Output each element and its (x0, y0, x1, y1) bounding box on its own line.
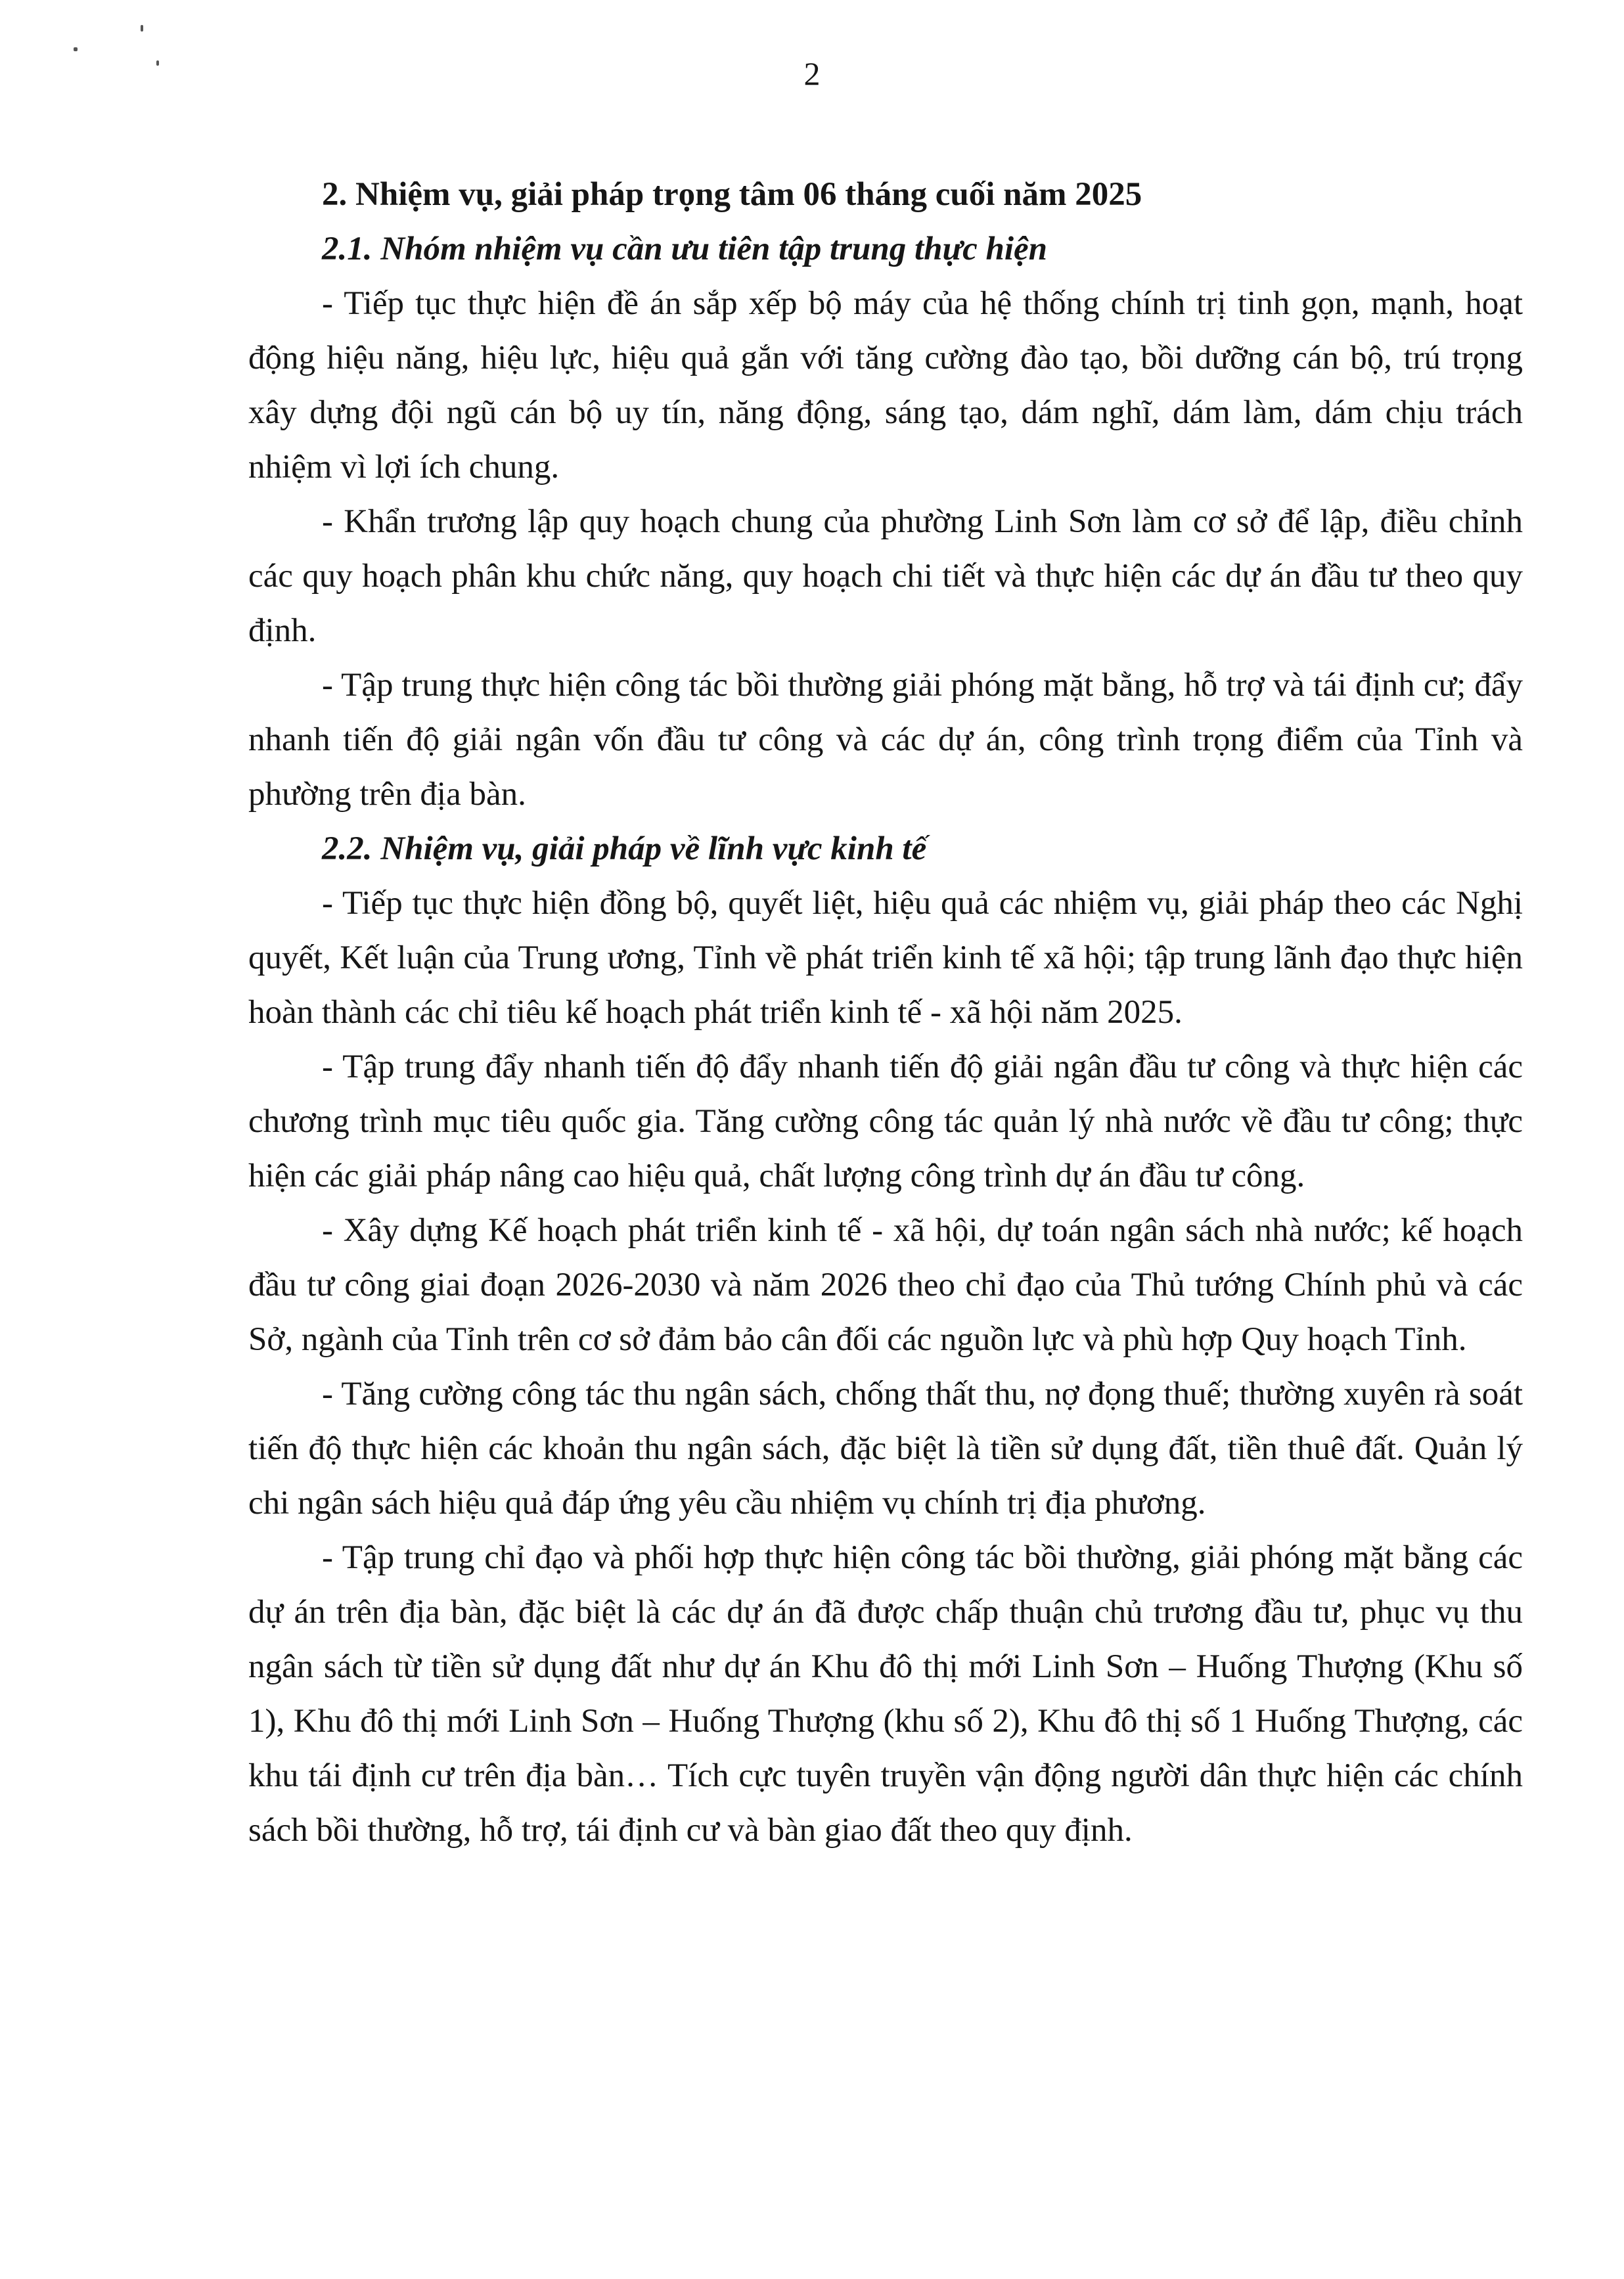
paragraph: - Tăng cường công tác thu ngân sách, chống thất thu, nợ đọng thuế; thường xuyên rà soát tiến độ thực hiện các khoản thu ngân sách, đặc biệt là tiền sử dụng đất, tiền thuê đất. Quản lý chi ngân sách hiệu quả đáp ứng yêu cầu nhiệm vụ chính trị địa phương. (248, 1376, 1523, 1522)
scan-speck (141, 25, 143, 32)
document-body (248, 168, 1523, 1858)
section-heading: 2. Nhiệm vụ, giải pháp trọng tâm 06 tháng cuối năm 2025 (322, 176, 1142, 213)
paragraph: - Khẩn trương lập quy hoạch chung của phường Linh Sơn làm cơ sở để lập, điều chỉnh các quy hoạch phân khu chức năng, quy hoạch chi tiết và thực hiện các dự án đầu tư theo quy định. (248, 503, 1523, 649)
subsection-title: 2.2. Nhiệm vụ, giải pháp về lĩnh vực kinh tế (322, 830, 927, 867)
subsection-title: 2.1. Nhóm nhiệm vụ cần ưu tiên tập trung thực hiện (322, 231, 1047, 267)
paragraph: - Tiếp tục thực hiện đồng bộ, quyết liệt, hiệu quả các nhiệm vụ, giải pháp theo các Nghị quyết, Kết luận của Trung ương, Tỉnh về phát triển kinh tế xã hội; tập trung lãnh đạo thực hiện hoàn thành các chỉ tiêu kế hoạch phát triển kinh tế - xã hội năm 2025. (248, 885, 1523, 1031)
scan-speck (74, 47, 78, 51)
paragraph: - Tập trung thực hiện công tác bồi thường giải phóng mặt bằng, hỗ trợ và tái định cư; đẩy nhanh tiến độ giải ngân vốn đầu tư công và các dự án, công trình trọng điểm của Tỉnh và phường trên địa bàn. (248, 667, 1523, 813)
paragraph: - Xây dựng Kế hoạch phát triển kinh tế - xã hội, dự toán ngân sách nhà nước; kế hoạch đầu tư công giai đoạn 2026-2030 và năm 2026 theo chỉ đạo của Thủ tướng Chính phủ và các Sở, ngành của Tỉnh trên cơ sở đảm bảo cân đối các nguồn lực và phù hợp Quy hoạch Tỉnh. (248, 1212, 1523, 1358)
page-number: 2 (803, 55, 821, 92)
paragraph: - Tập trung đẩy nhanh tiến độ đẩy nhanh tiến độ giải ngân đầu tư công và thực hiện các chương trình mục tiêu quốc gia. Tăng cường công tác quản lý nhà nước về đầu tư công; thực hiện các giải pháp nâng cao hiệu quả, chất lượng công trình dự án đầu tư công. (248, 1049, 1523, 1194)
paragraph: - Tiếp tục thực hiện đề án sắp xếp bộ máy của hệ thống chính trị tinh gọn, mạnh, hoạt động hiệu năng, hiệu lực, hiệu quả gắn với tăng cường đào tạo, bồi dưỡng cán bộ, trú trọng xây dựng đội ngũ cán bộ uy tín, năng động, sáng tạo, dám nghĩ, dám làm, dám chịu trách nhiệm vì lợi ích chung. (248, 285, 1523, 485)
paragraph: - Tập trung chỉ đạo và phối hợp thực hiện công tác bồi thường, giải phóng mặt bằng các dự án trên địa bàn, đặc biệt là các dự án đã được chấp thuận chủ trương đầu tư, phục vụ thu ngân sách từ tiền sử dụng đất như dự án Khu đô thị mới Linh Sơn – Huống Thượng (Khu số 1), Khu đô thị mới Linh Sơn – Huống Thượng (khu số 2), Khu đô thị số 1 Huống Thượng, các khu tái định cư trên địa bàn… Tích cực tuyên truyền vận động người dân thực hiện các chính sách bồi thường, hỗ trợ, tái định cư và bàn giao đất theo quy định. (248, 1539, 1523, 1849)
